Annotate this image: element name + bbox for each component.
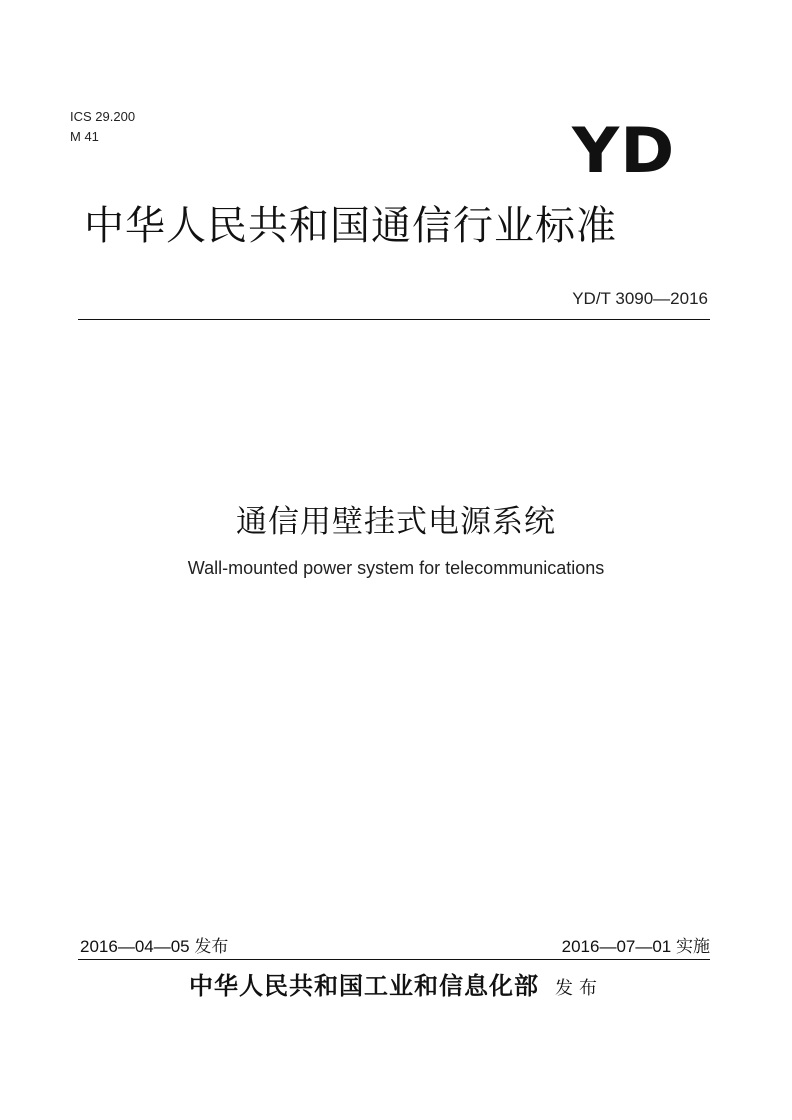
footer-divider [78,959,710,960]
document-title-en: Wall-mounted power system for telecommunications [187,558,605,578]
document-title-cn: 通信用壁挂式电源系统 [236,504,556,540]
implementation-date: 2016—07—01 实施 [561,937,710,956]
standard-number: YD/T 3090—2016 [572,289,708,308]
issuer-name: 中华人民共和国工业和信息化部 [189,971,539,1000]
ics-code: ICS 29.200 [70,109,136,124]
standard-category-title: 中华人民共和国通信行业标准 [84,203,617,249]
issuer-action: 发布 [555,978,603,999]
header-divider [78,319,710,320]
ccs-code: M 41 [70,129,99,144]
yd-logo: YD [572,114,676,187]
issue-date: 2016—04—05 发布 [80,937,229,956]
issuer-line [0,968,792,1007]
